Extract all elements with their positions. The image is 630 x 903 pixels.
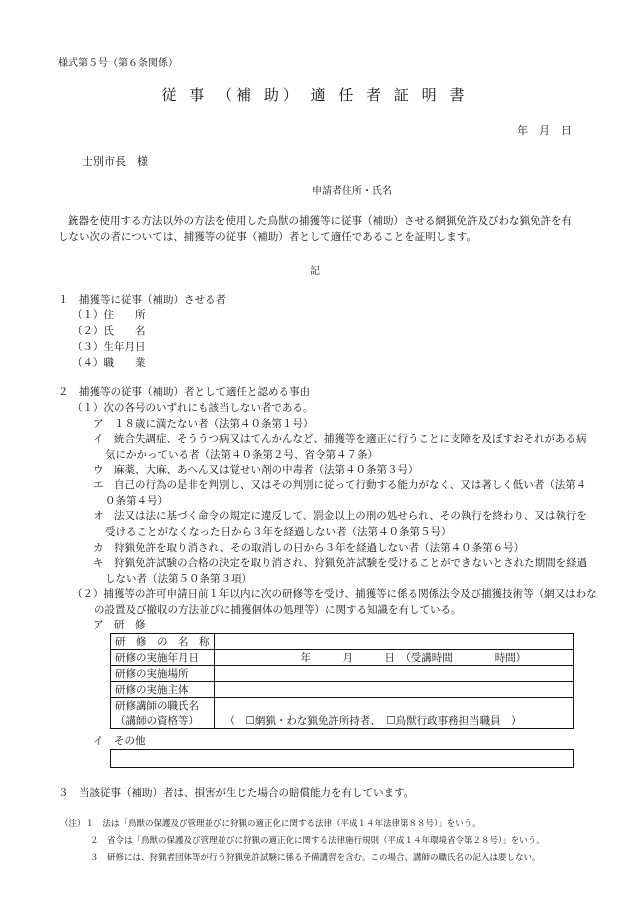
section1-item-name: （２）氏 名 (72, 325, 146, 337)
section2-heading: ２ 捕獲等の従事（補助）者として適任と認める事由 (58, 386, 310, 398)
instructor-qualification-field[interactable]: （ ☐網猟・わな猟免許所持者、 ☐鳥獣行政事務担当職員 ） (214, 713, 574, 729)
date-line: 年 月 日 (517, 124, 572, 137)
condition-o: オ 法又は法に基づく命令の規定に違反して、罰金以上の刑の処せられ、その執行を終わり、又は執行を受けることがなくなった日から３年を経過しない者（法第４０条第５号） (93, 510, 587, 538)
section2-sub1: （１）次の各号のいずれにも該当しない者である。 (72, 402, 314, 414)
note-1: （注）１ 法は「鳥獣の保護及び管理並びに狩猟の適正化に関する法律（平成１４年法律第８８号）」をいう。 (60, 819, 481, 829)
other-label: イ その他 (93, 735, 146, 747)
condition-ka: カ 狩猟免許を取り消され、その取消しの日から３年を経過しない者（法第４０条第６号） (93, 542, 525, 554)
training-date-field[interactable]: 年 月 日 （受講時間 時間） (214, 650, 574, 666)
training-name-field[interactable] (214, 634, 574, 650)
training-label: ア 研 修 (93, 619, 146, 631)
note-2: ２ 省令は「鳥獣の保護及び管理並びに狩猟の適正化に関する法律施行規則（平成１４年環境省令第２８号）」をいう。 (90, 836, 545, 846)
table-row (111, 666, 574, 682)
table-row (111, 634, 574, 650)
training-place-label: 研修の実施場所 (111, 666, 215, 682)
table-row (111, 713, 574, 729)
training-organizer-label: 研修の実施主体 (111, 682, 215, 698)
condition-ki: キ 狩猟免許試験の合格の決定を取り消され、狩猟免許試験を受けることができないとされた期間を経過しない者（法第５０条第３項） (93, 557, 588, 585)
condition-a: ア １８歳に満たない者（法第４０条第１号） (93, 418, 314, 430)
instructor-field[interactable] (214, 698, 574, 714)
table-row (111, 650, 574, 666)
addressee: 士別市長 様 (82, 155, 148, 168)
instructor-label: 研修講師の職氏名 (111, 698, 215, 714)
table-row (111, 682, 574, 698)
condition-u: ウ 麻薬、大麻、あへん又は覚せい剤の中毒者（法第４０条第３号） (93, 464, 419, 476)
section1-item-address: （１）住 所 (72, 309, 146, 321)
training-place-field[interactable] (214, 666, 574, 682)
section2-sub2: （２）捕獲等の許可申請日前１年以内に次の研修等を受け、捕獲等に係る関係法令及び捕獲技術等（網又はわなの設置及び撤収の方法並びに捕獲個体の処理等）に関する知識を有している。 (72, 588, 597, 616)
instructor-qualification-label: （講師の資格等） (111, 713, 215, 729)
condition-e: エ 自己の行為の是非を判別し、又はその判別に従って行動する能力がなく、又は著しく低い者（法第４０条第４号） (93, 479, 587, 507)
ki-marker: 記 (310, 266, 320, 277)
section3-text: ３ 当該従事（補助）者は、損害が生じた場合の賠償能力を有しています。 (58, 787, 415, 799)
training-organizer-field[interactable] (214, 682, 574, 698)
other-field[interactable] (110, 749, 574, 768)
section1-item-occupation: （４）職 業 (72, 357, 146, 369)
form-number: 様式第５号（第６条関係） (58, 58, 178, 69)
section1-item-birthdate: （３）生年月日 (72, 341, 146, 353)
page-title: 従 事 （補 助） 適 任 者 証 明 書 (161, 86, 469, 104)
intro-paragraph: 銃器を使用する方法以外の方法を使用した鳥獣の捕獲等に従事（補助）させる網猟免許及びわな猟免許を有しない次の者については、捕獲等の従事（補助）者として適任であることを証明します。 (58, 215, 572, 243)
table-row (111, 698, 574, 714)
section1-heading: １ 捕獲等に従事（補助）させる者 (58, 294, 226, 306)
training-date-label: 研修の実施年月日 (111, 650, 215, 666)
applicant-label: 申請者住所・氏名 (312, 186, 392, 197)
condition-i: イ 統合失調症、そううつ病又はてんかんなど、捕獲等を適正に行うことに支障を及ぼすおそれがある病気にかかっている者（法第４０条第２号、省令第４７条） (93, 433, 587, 461)
training-name-label: 研 修 の 名 称 (111, 634, 215, 650)
training-table (110, 633, 574, 729)
note-3: ３ 研修には、狩猟者団体等が行う狩猟免許試験に係る予備講習を含む。この場合、講師の職氏名の記入は要しない。 (90, 853, 541, 863)
